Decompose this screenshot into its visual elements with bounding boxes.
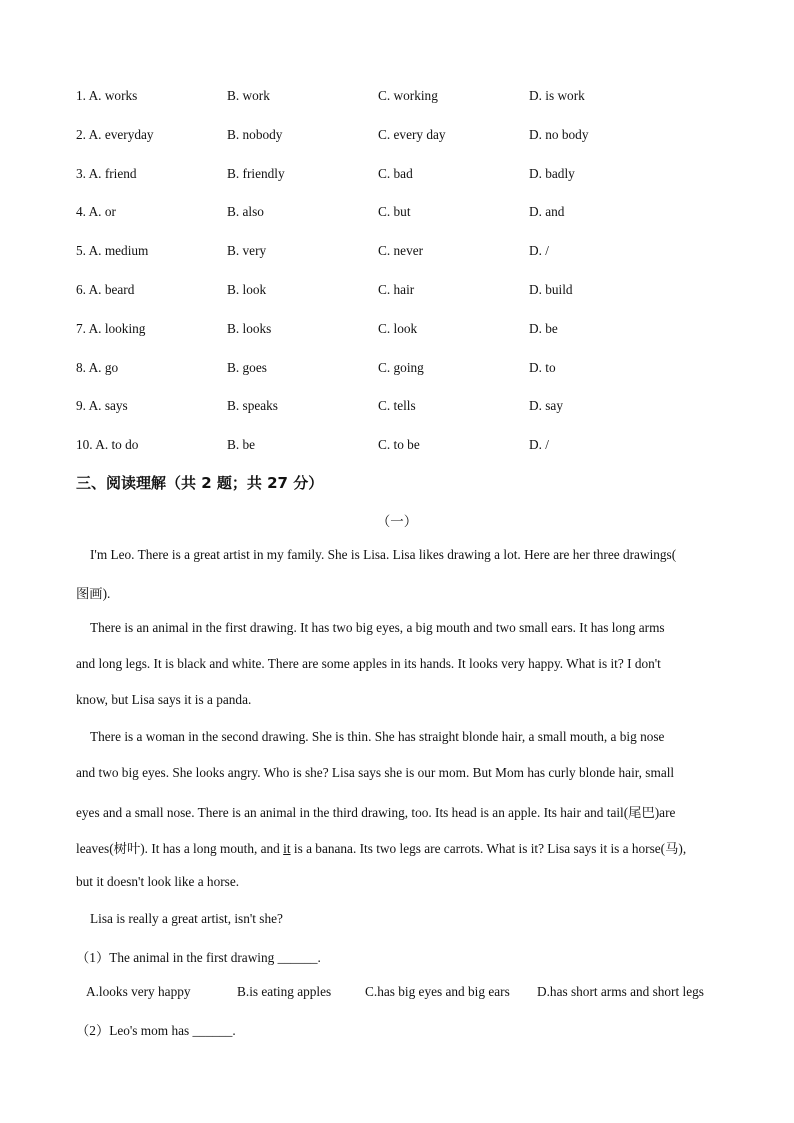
option-b: B. be xyxy=(227,437,256,452)
option-c: C. to be xyxy=(378,437,420,452)
passage-line: I'm Leo. There is a great artist in my family. She is Lisa. Lisa likes drawing a lot. Here are her three drawings( xyxy=(90,547,677,562)
passage-line: There is a woman in the second drawing. She is thin. She has straight blonde hair, a small mouth, a big nose xyxy=(90,729,665,744)
option-b: B. looks xyxy=(227,321,272,336)
option-a: 7. A. looking xyxy=(76,321,146,336)
option-a: 10. A. to do xyxy=(76,437,139,452)
answer-option-a[interactable]: A.looks very happy xyxy=(86,984,191,999)
option-row-10 xyxy=(76,437,736,457)
option-c: C. bad xyxy=(378,166,413,181)
option-a: 6. A. beard xyxy=(76,282,135,297)
passage-line: 图画). xyxy=(76,586,111,601)
option-c: C. going xyxy=(378,360,424,375)
option-a: 4. A. or xyxy=(76,204,116,219)
passage-line: know, but Lisa says it is a panda. xyxy=(76,692,252,707)
option-row-3 xyxy=(76,166,736,186)
passage-line: There is an animal in the first drawing. It has two big eyes, a big mouth and two small ears. It has long arms xyxy=(90,620,665,635)
option-row-5 xyxy=(76,243,736,263)
option-d: D. build xyxy=(529,282,573,297)
passage-text: leaves(树叶). It has a long mouth, and xyxy=(76,841,284,856)
question-1-options xyxy=(86,984,746,1004)
option-a: 8. A. go xyxy=(76,360,119,375)
option-a: 3. A. friend xyxy=(76,166,137,181)
option-row-6 xyxy=(76,282,736,302)
option-row-8 xyxy=(76,360,736,380)
option-d: D. is work xyxy=(529,88,585,103)
option-row-1 xyxy=(76,88,736,108)
option-a: 9. A. says xyxy=(76,398,128,413)
option-d: D. / xyxy=(529,243,549,258)
option-d: D. say xyxy=(529,398,563,413)
option-a: 5. A. medium xyxy=(76,243,149,258)
option-b: B. goes xyxy=(227,360,267,375)
passage-text: is a banana. Its two legs are carrots. What is it? Lisa says it is a horse(马), xyxy=(290,841,687,856)
option-d: D. to xyxy=(529,360,556,375)
option-d: D. be xyxy=(529,321,558,336)
option-c: C. look xyxy=(378,321,418,336)
option-c: C. never xyxy=(378,243,424,258)
passage-line: and two big eyes. She looks angry. Who is she? Lisa says she is our mom. But Mom has curly blonde hair, small xyxy=(76,765,675,780)
passage-line xyxy=(76,838,726,857)
section-title: 三、阅读理解（共 2 题；共 27 分） xyxy=(76,474,324,492)
passage-line: and long legs. It is black and white. There are some apples in its hands. It looks very happy. What is it? I don't xyxy=(76,656,661,671)
option-c: C. hair xyxy=(378,282,415,297)
option-b: B. friendly xyxy=(227,166,285,181)
answer-option-b[interactable]: B.is eating apples xyxy=(237,984,332,999)
option-d: D. badly xyxy=(529,166,575,181)
passage-line: eyes and a small nose. There is an animal in the third drawing, too. Its head is an apple. Its hair and tail(尾巴)are xyxy=(76,805,676,820)
option-b: B. also xyxy=(227,204,264,219)
option-c: C. but xyxy=(378,204,411,219)
option-b: B. very xyxy=(227,243,267,258)
option-row-7 xyxy=(76,321,736,341)
option-b: B. look xyxy=(227,282,267,297)
option-row-4 xyxy=(76,204,736,224)
underlined-word: it xyxy=(283,841,291,856)
option-b: B. work xyxy=(227,88,270,103)
passage-number: （一） xyxy=(376,514,418,529)
option-c: C. tells xyxy=(378,398,416,413)
option-row-2 xyxy=(76,127,736,147)
answer-option-c[interactable]: C.has big eyes and big ears xyxy=(365,984,510,999)
option-row-9 xyxy=(76,398,736,418)
option-d: D. and xyxy=(529,204,565,219)
passage-line: but it doesn't look like a horse. xyxy=(76,874,240,889)
option-c: C. working xyxy=(378,88,438,103)
option-b: B. nobody xyxy=(227,127,283,142)
option-a: 1. A. works xyxy=(76,88,138,103)
option-d: D. / xyxy=(529,437,549,452)
question-1-stem: （1）The animal in the first drawing ______. xyxy=(76,950,321,965)
option-a: 2. A. everyday xyxy=(76,127,154,142)
answer-option-d[interactable]: D.has short arms and short legs xyxy=(537,984,704,999)
question-2-stem: （2）Leo's mom has ______. xyxy=(76,1023,236,1038)
passage-line: Lisa is really a great artist, isn't she? xyxy=(90,911,283,926)
option-b: B. speaks xyxy=(227,398,278,413)
option-d: D. no body xyxy=(529,127,589,142)
option-c: C. every day xyxy=(378,127,446,142)
